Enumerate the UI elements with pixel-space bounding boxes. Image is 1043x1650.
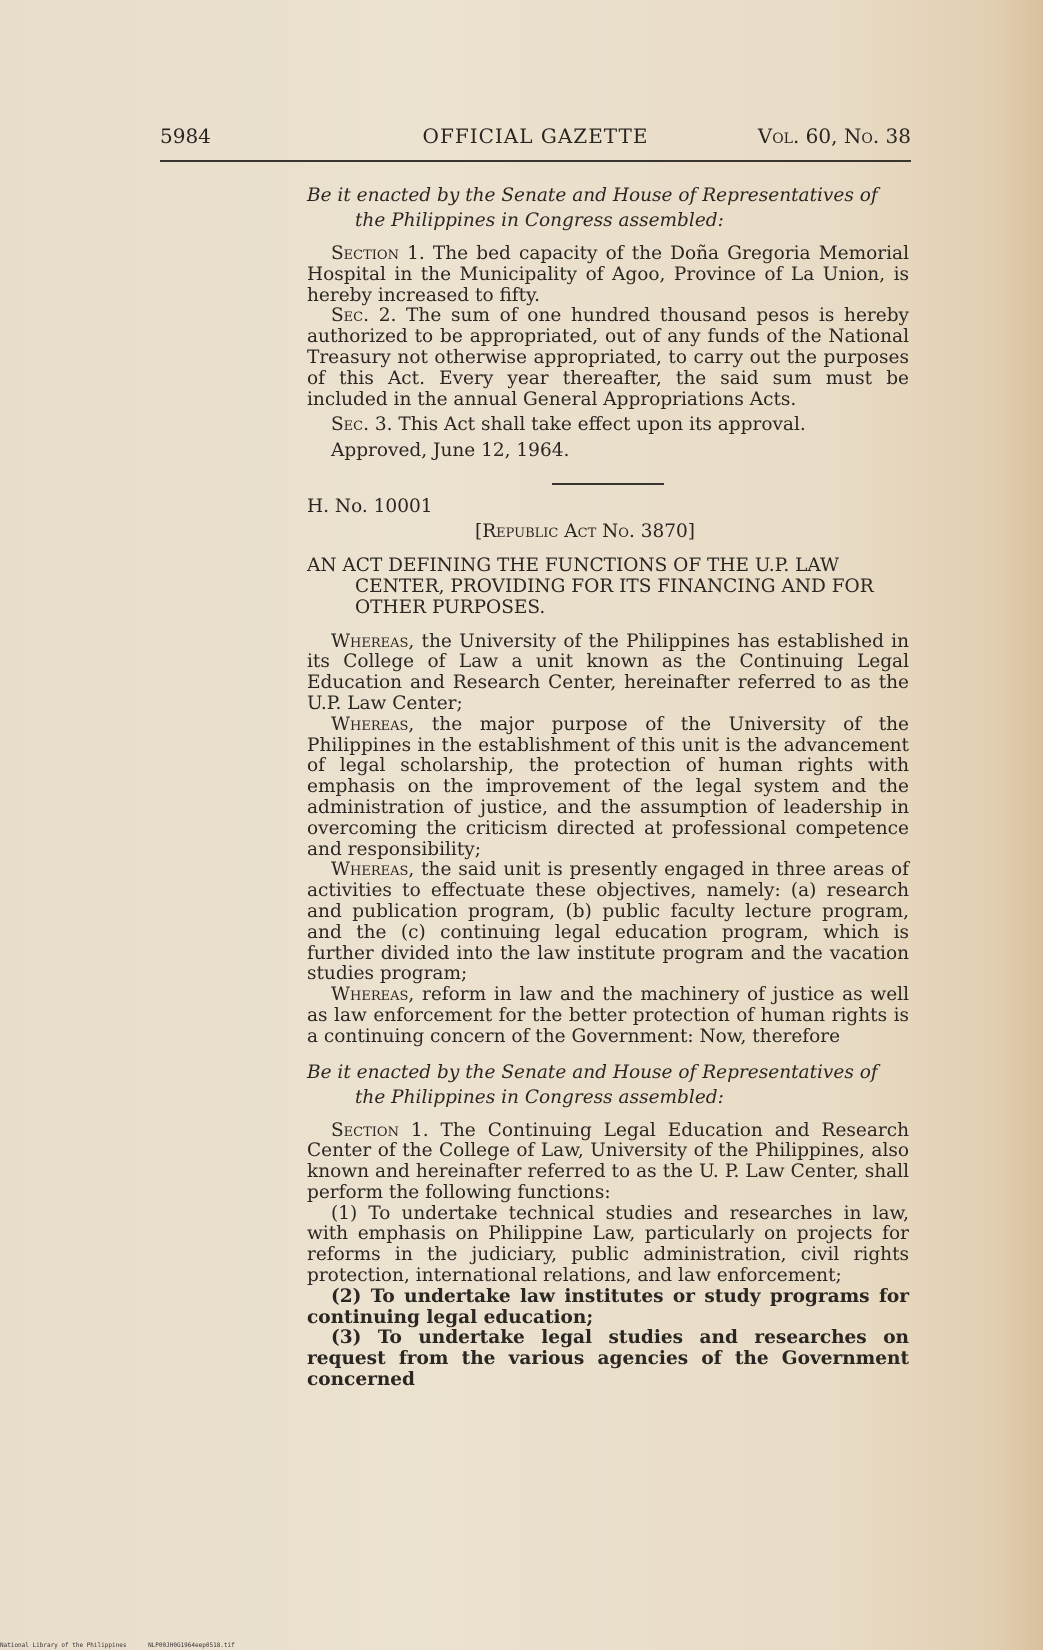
volume-number: Vol. 60, No. 38	[757, 124, 911, 148]
enacting-clause: Be it enacted by the Senate and House of Representatives of the Philippines in Congress assembled:	[307, 185, 878, 231]
function-item-1: (1) To undertake technical studies and researches in law, with emphasis on Philippine Law, particularly on projects for reforms in the judiciary, public administration, civil rights protection, international relations, and law enforcement;	[307, 1202, 909, 1287]
section-1-paragraph	[307, 244, 909, 306]
function-item-3: (3) To undertake legal studies and researches on request from the various agencies of the Government concerned	[307, 1327, 909, 1391]
whereas-word: Whereas,	[331, 984, 415, 1006]
whereas-clause	[307, 860, 909, 985]
scan-footer	[0, 1642, 253, 1649]
act-title: AN ACT DEFINING THE FUNCTIONS OF THE U.P. LAW CENTER, PROVIDING FOR ITS FINANCING AND FOR OTHER PURPOSES.	[307, 554, 874, 618]
whereas-text: the said unit is presently engaged in three areas of activities to effectuate these objectives, namely: (a) research and publication program, (b) public faculty lecture program, and the (c) continuing legal education program, which is further divided into the law institute program and the vacation studies program;	[307, 859, 909, 985]
page-number: 5984	[160, 124, 211, 148]
section-text: This Act shall take effect upon its approval.	[392, 414, 806, 436]
republic-act-number: [Republic Act No. 3870]	[475, 520, 696, 542]
whereas-text: the major purpose of the University of the Philippines in the establishment of this unit is the advancement of legal scholarship, the protection of human rights with emphasis on the improvement of the legal system and the administration of justice, and the assumption of leadership in overcoming the criticism directed at professional competence and responsibility;	[307, 713, 909, 860]
enacting-clause: Be it enacted by the Senate and House of Representatives of the Philippines in Congress assembled:	[307, 1061, 878, 1108]
section-label: Section 1.	[331, 1119, 429, 1141]
whereas-word: Whereas,	[331, 630, 415, 652]
document-body	[307, 183, 909, 1391]
header-rule	[160, 160, 911, 162]
page-header	[160, 124, 911, 154]
section-3-paragraph	[307, 415, 909, 436]
section-text: The sum of one hundred thousand pesos is hereby authorized to be appropriated, out of any funds of the National Treasury not otherwise appropriated, to carry out the purposes of this Act. Every year thereafter, the said sum must be included in the annual General Appropriations Acts.	[307, 305, 910, 410]
whereas-word: Whereas,	[331, 859, 415, 881]
section-2-paragraph	[307, 306, 909, 410]
whereas-word: Whereas,	[331, 713, 415, 735]
scan-file-name: NLP00JH0G1964eep0518.tif	[148, 1642, 235, 1649]
section-label: Sec. 2.	[331, 305, 397, 327]
section-label: Section 1.	[331, 243, 425, 264]
whereas-clause	[307, 632, 909, 715]
whereas-clause	[307, 985, 909, 1047]
whereas-text: reform in law and the machinery of justice as well as law enforcement for the better protection of human rights is a continuing concern of the Government: Now, therefore	[307, 984, 909, 1047]
library-credit: National Library of the Philippines	[0, 1642, 127, 1649]
whereas-text: the University of the Philippines has established in its College of Law a unit known as the Continuing Legal Education and Research Center, hereinafter referred to as the U.P. Law Center;	[307, 630, 909, 714]
section-text: The bed capacity of the Doña Gregoria Memorial Hospital in the Municipality of Agoo, Province of La Union, is hereby increased to fifty.	[307, 243, 909, 306]
section-label: Sec. 3.	[331, 414, 393, 436]
function-item-2: (2) To undertake law institutes or study programs for continuing legal education;	[307, 1285, 909, 1328]
house-bill-number: H. No. 10001	[307, 495, 433, 517]
approval-date: Approved, June 12, 1964.	[331, 440, 570, 462]
section-text: The Continuing Legal Education and Research Center of the College of Law, University of the Philippines, also known and hereinafter referred to as the U. P. Law Center, shall perform the following functions:	[307, 1119, 909, 1203]
publication-title: OFFICIAL GAZETTE	[422, 124, 649, 148]
section-1-paragraph	[307, 1121, 909, 1204]
whereas-clause	[307, 715, 909, 861]
